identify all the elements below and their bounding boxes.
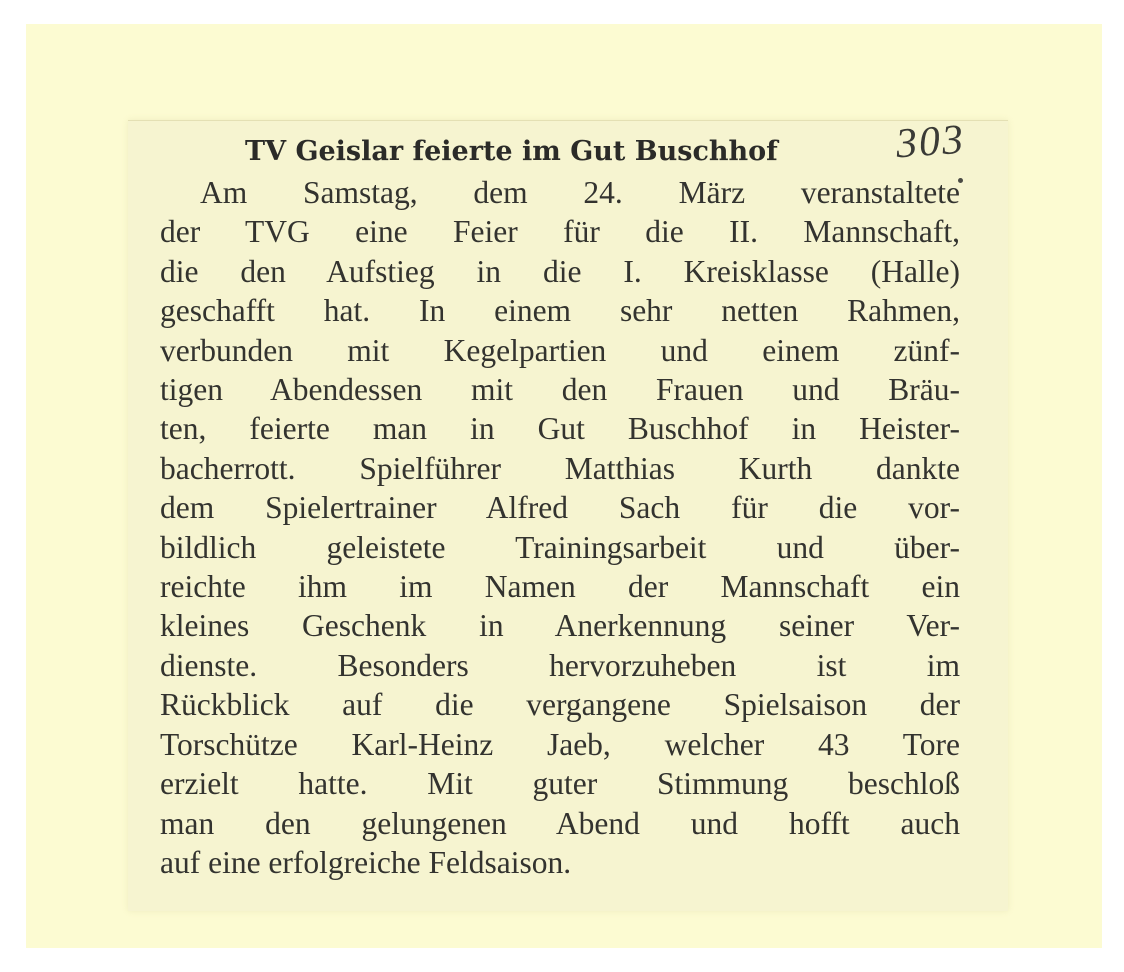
article-body — [160, 173, 960, 882]
article-line: der TVG eine Feier für die II. Mannschaft, — [160, 214, 960, 250]
article-line: dem Spielertrainer Alfred Sach für die vor- — [160, 490, 960, 526]
article-line: geschafft hat. In einem sehr netten Rahmen, — [160, 293, 960, 329]
article-headline: TV Geislar feierte im Gut Buschhof — [245, 136, 778, 167]
article-line: man den gelungenen Abend und hofft auch — [160, 805, 960, 841]
article-line: dienste. Besonders hervorzuheben ist im — [160, 647, 960, 683]
article-line: bacherrott. Spielführer Matthias Kurth dankte — [160, 450, 960, 486]
handwritten-page-number: 303 — [894, 116, 967, 168]
article-line: reichte ihm im Namen der Mannschaft ein — [160, 569, 960, 605]
article-line: erzielt hatte. Mit guter Stimmung beschloß — [160, 766, 960, 802]
article-line: Am Samstag, dem 24. März veranstaltete — [200, 175, 960, 210]
article-line: auf eine erfolgreiche Feldsaison. — [160, 844, 572, 880]
article-line: ten, feierte man in Gut Buschhof in Heister- — [160, 411, 960, 447]
article-line: kleines Geschenk in Anerkennung seiner Ver- — [160, 608, 960, 644]
article-line: tigen Abendessen mit den Frauen und Bräu- — [160, 372, 960, 408]
article-line: Rückblick auf die vergangene Spielsaison der — [160, 687, 960, 723]
article-line: die den Aufstieg in die I. Kreisklasse (Halle) — [160, 253, 960, 289]
article-line: Torschütze Karl-Heinz Jaeb, welcher 43 Tore — [160, 726, 960, 762]
article-line: verbunden mit Kegelpartien und einem zünf- — [160, 332, 960, 368]
article-line: bildlich geleistete Trainingsarbeit und über- — [160, 529, 960, 565]
